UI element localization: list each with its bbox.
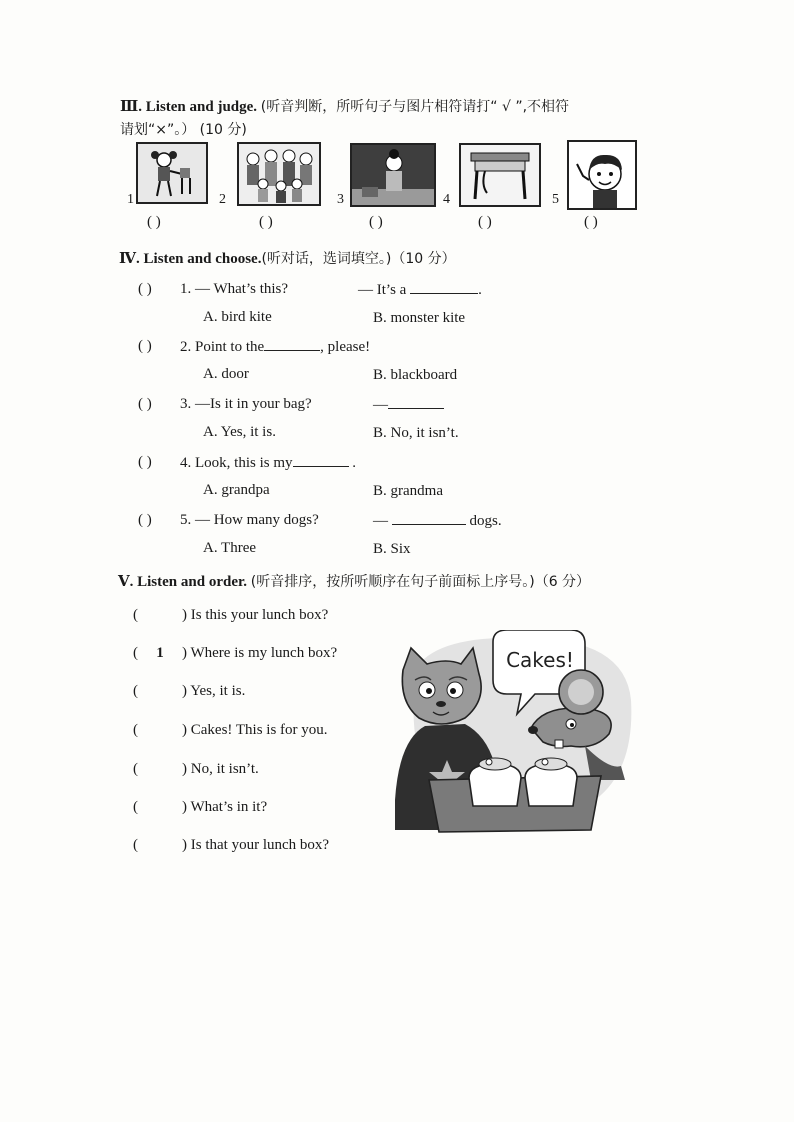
desk-icon bbox=[459, 143, 541, 207]
picture-number-4: 4 bbox=[443, 192, 450, 207]
answer-paren-1[interactable]: ( ) bbox=[147, 214, 161, 230]
answer-paren-2[interactable]: ( ) bbox=[259, 214, 273, 230]
fill-blank-5[interactable] bbox=[392, 512, 466, 525]
family-icon bbox=[237, 142, 321, 206]
order-item-4[interactable]: ( ) Cakes! This is for you. bbox=[133, 722, 328, 738]
picture-number-1: 1 bbox=[127, 192, 134, 207]
cat-mouse-cakes-illustration bbox=[395, 630, 635, 840]
teacher-blackboard-icon bbox=[350, 143, 436, 207]
picture-number-5: 5 bbox=[552, 192, 559, 207]
choice-paren-3[interactable]: ( ) bbox=[138, 396, 152, 412]
option-4a: A. grandpa bbox=[203, 482, 270, 498]
order-item-1[interactable]: ( ) Is this your lunch box? bbox=[133, 607, 329, 623]
fill-blank-4[interactable] bbox=[293, 454, 349, 467]
waving-boy-icon bbox=[567, 140, 637, 210]
answer-line-3: — bbox=[373, 396, 444, 414]
answer-paren-5[interactable]: ( ) bbox=[584, 214, 598, 230]
option-1a: A. bird kite bbox=[203, 309, 272, 325]
picture-number-2: 2 bbox=[219, 192, 226, 207]
option-4b: B. grandma bbox=[373, 483, 443, 499]
choice-paren-2[interactable]: ( ) bbox=[138, 338, 152, 354]
fill-blank-2[interactable] bbox=[264, 338, 320, 351]
order-item-7[interactable]: ( ) Is that your lunch box? bbox=[133, 837, 330, 853]
order-mark-2[interactable]: 1 bbox=[156, 645, 164, 661]
question-1: 1. — What’s this? bbox=[180, 281, 289, 297]
section5-title: Ⅴ. Listen and order. (听音排序，按所听顺序在句子前面标上序号。)（6 分） bbox=[118, 574, 591, 590]
option-5a: A. Three bbox=[203, 540, 257, 556]
option-2b: B. blackboard bbox=[373, 367, 458, 383]
order-item-5[interactable]: ( ) No, it isn’t. bbox=[133, 761, 259, 777]
order-item-3[interactable]: ( ) Yes, it is. bbox=[133, 683, 246, 699]
speech-bubble-text: Cakes! bbox=[506, 648, 574, 672]
choice-paren-4[interactable]: ( ) bbox=[138, 454, 152, 470]
girl-with-chair-icon bbox=[136, 142, 208, 204]
question-5: 5. — How many dogs? bbox=[180, 512, 319, 528]
option-5b: B. Six bbox=[373, 541, 411, 557]
choice-paren-5[interactable]: ( ) bbox=[138, 512, 152, 528]
question-3: 3. —Is it in your bag? bbox=[180, 396, 312, 412]
option-3b: B. No, it isn’t. bbox=[373, 425, 459, 441]
question-4: 4. Look, this is my . bbox=[180, 455, 357, 471]
question-2: 2. Point to the , please! bbox=[180, 339, 371, 355]
section3-title: Ⅲ. Listen and judge. (听音判断，所听句子与图片相符请打“ √ ”,不相符 bbox=[120, 99, 570, 115]
answer-line-5: — dogs. bbox=[373, 513, 502, 529]
section3-instruction: 请划“×”。） (10 分) bbox=[120, 122, 247, 138]
section4-title: Ⅳ. Listen and choose.(听对话，选词填空。)（10 分） bbox=[119, 251, 456, 267]
answer-paren-4[interactable]: ( ) bbox=[478, 214, 492, 230]
option-2a: A. door bbox=[203, 366, 249, 382]
order-item-6[interactable]: ( ) What’s in it? bbox=[133, 799, 268, 815]
fill-blank-1[interactable] bbox=[410, 281, 478, 294]
choice-paren-1[interactable]: ( ) bbox=[138, 281, 152, 297]
fill-blank-3[interactable] bbox=[388, 396, 444, 409]
option-1b: B. monster kite bbox=[373, 310, 466, 326]
picture-number-3: 3 bbox=[337, 192, 344, 207]
answer-paren-3[interactable]: ( ) bbox=[369, 214, 383, 230]
answer-line-1: — It’s a . bbox=[358, 282, 482, 298]
order-item-2[interactable]: ( 1 ) Where is my lunch box? bbox=[133, 645, 338, 661]
option-3a: A. Yes, it is. bbox=[203, 424, 276, 440]
